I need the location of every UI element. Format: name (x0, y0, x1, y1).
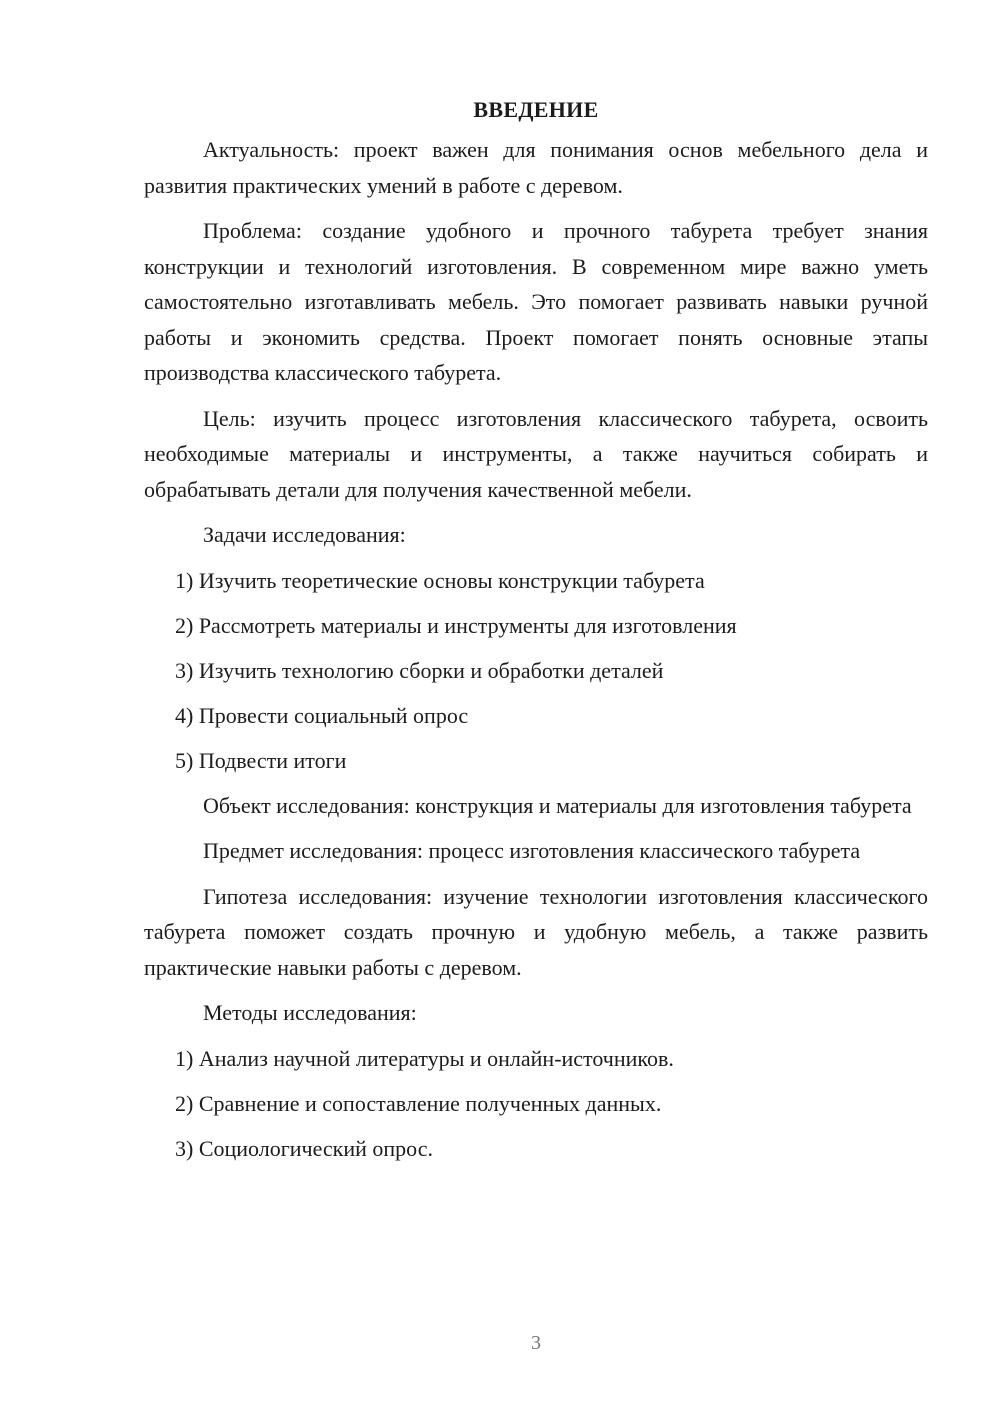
object-paragraph: Объект исследования: конструкция и материалы для изготовления табурета (203, 792, 912, 818)
list-item-task-4: 4) Провести социальный опрос (175, 702, 469, 728)
hypothesis-paragraph: Гипотеза исследования: изучение технологии изготовления классического табурета поможет создать прочную и удобную мебель, а также развить практические навыки работы с деревом. (144, 883, 928, 980)
list-item-task-2: 2) Рассмотреть материалы и инструменты для изготовления (175, 612, 737, 638)
list-item-task-1: 1) Изучить теоретические основы конструкции табурета (175, 567, 705, 593)
methods-title: Методы исследования: (203, 1000, 417, 1025)
document-page (144, 92, 928, 1176)
problem-paragraph: Проблема: создание удобного и прочного табурета требует знания конструкции и технологий изготовления. В современном мире важно уметь самостоятельно изготавливать мебель. Это помогает развивать навыки ручной работы и экономить средства. Проект помогает понять основные этапы производства классического табурета. (144, 218, 928, 385)
list-item-task-5: 5) Подвести итоги (175, 747, 347, 773)
relevance-paragraph: Актуальность: проект важен для понимания основ мебельного дела и развития практических умений в работе с деревом. (144, 137, 928, 198)
list-item-method-2: 2) Сравнение и сопоставление полученных данных. (175, 1090, 662, 1116)
list-item-method-1: 1) Анализ научной литературы и онлайн-источников. (175, 1045, 674, 1071)
subject-paragraph: Предмет исследования: процесс изготовления классического табурета (203, 838, 861, 863)
list-item-method-3: 3) Социологический опрос. (175, 1135, 433, 1161)
goal-paragraph: Цель: изучить процесс изготовления классического табурета, освоить необходимые материалы и инструменты, а также научиться собирать и обрабатывать детали для получения качественной мебели. (144, 405, 928, 502)
list-item-task-3: 3) Изучить технологию сборки и обработки деталей (175, 657, 664, 683)
tasks-title: Задачи исследования: (203, 522, 406, 547)
page-title: ВВЕДЕНИЕ (473, 97, 599, 122)
page-number: 3 (531, 1332, 541, 1354)
